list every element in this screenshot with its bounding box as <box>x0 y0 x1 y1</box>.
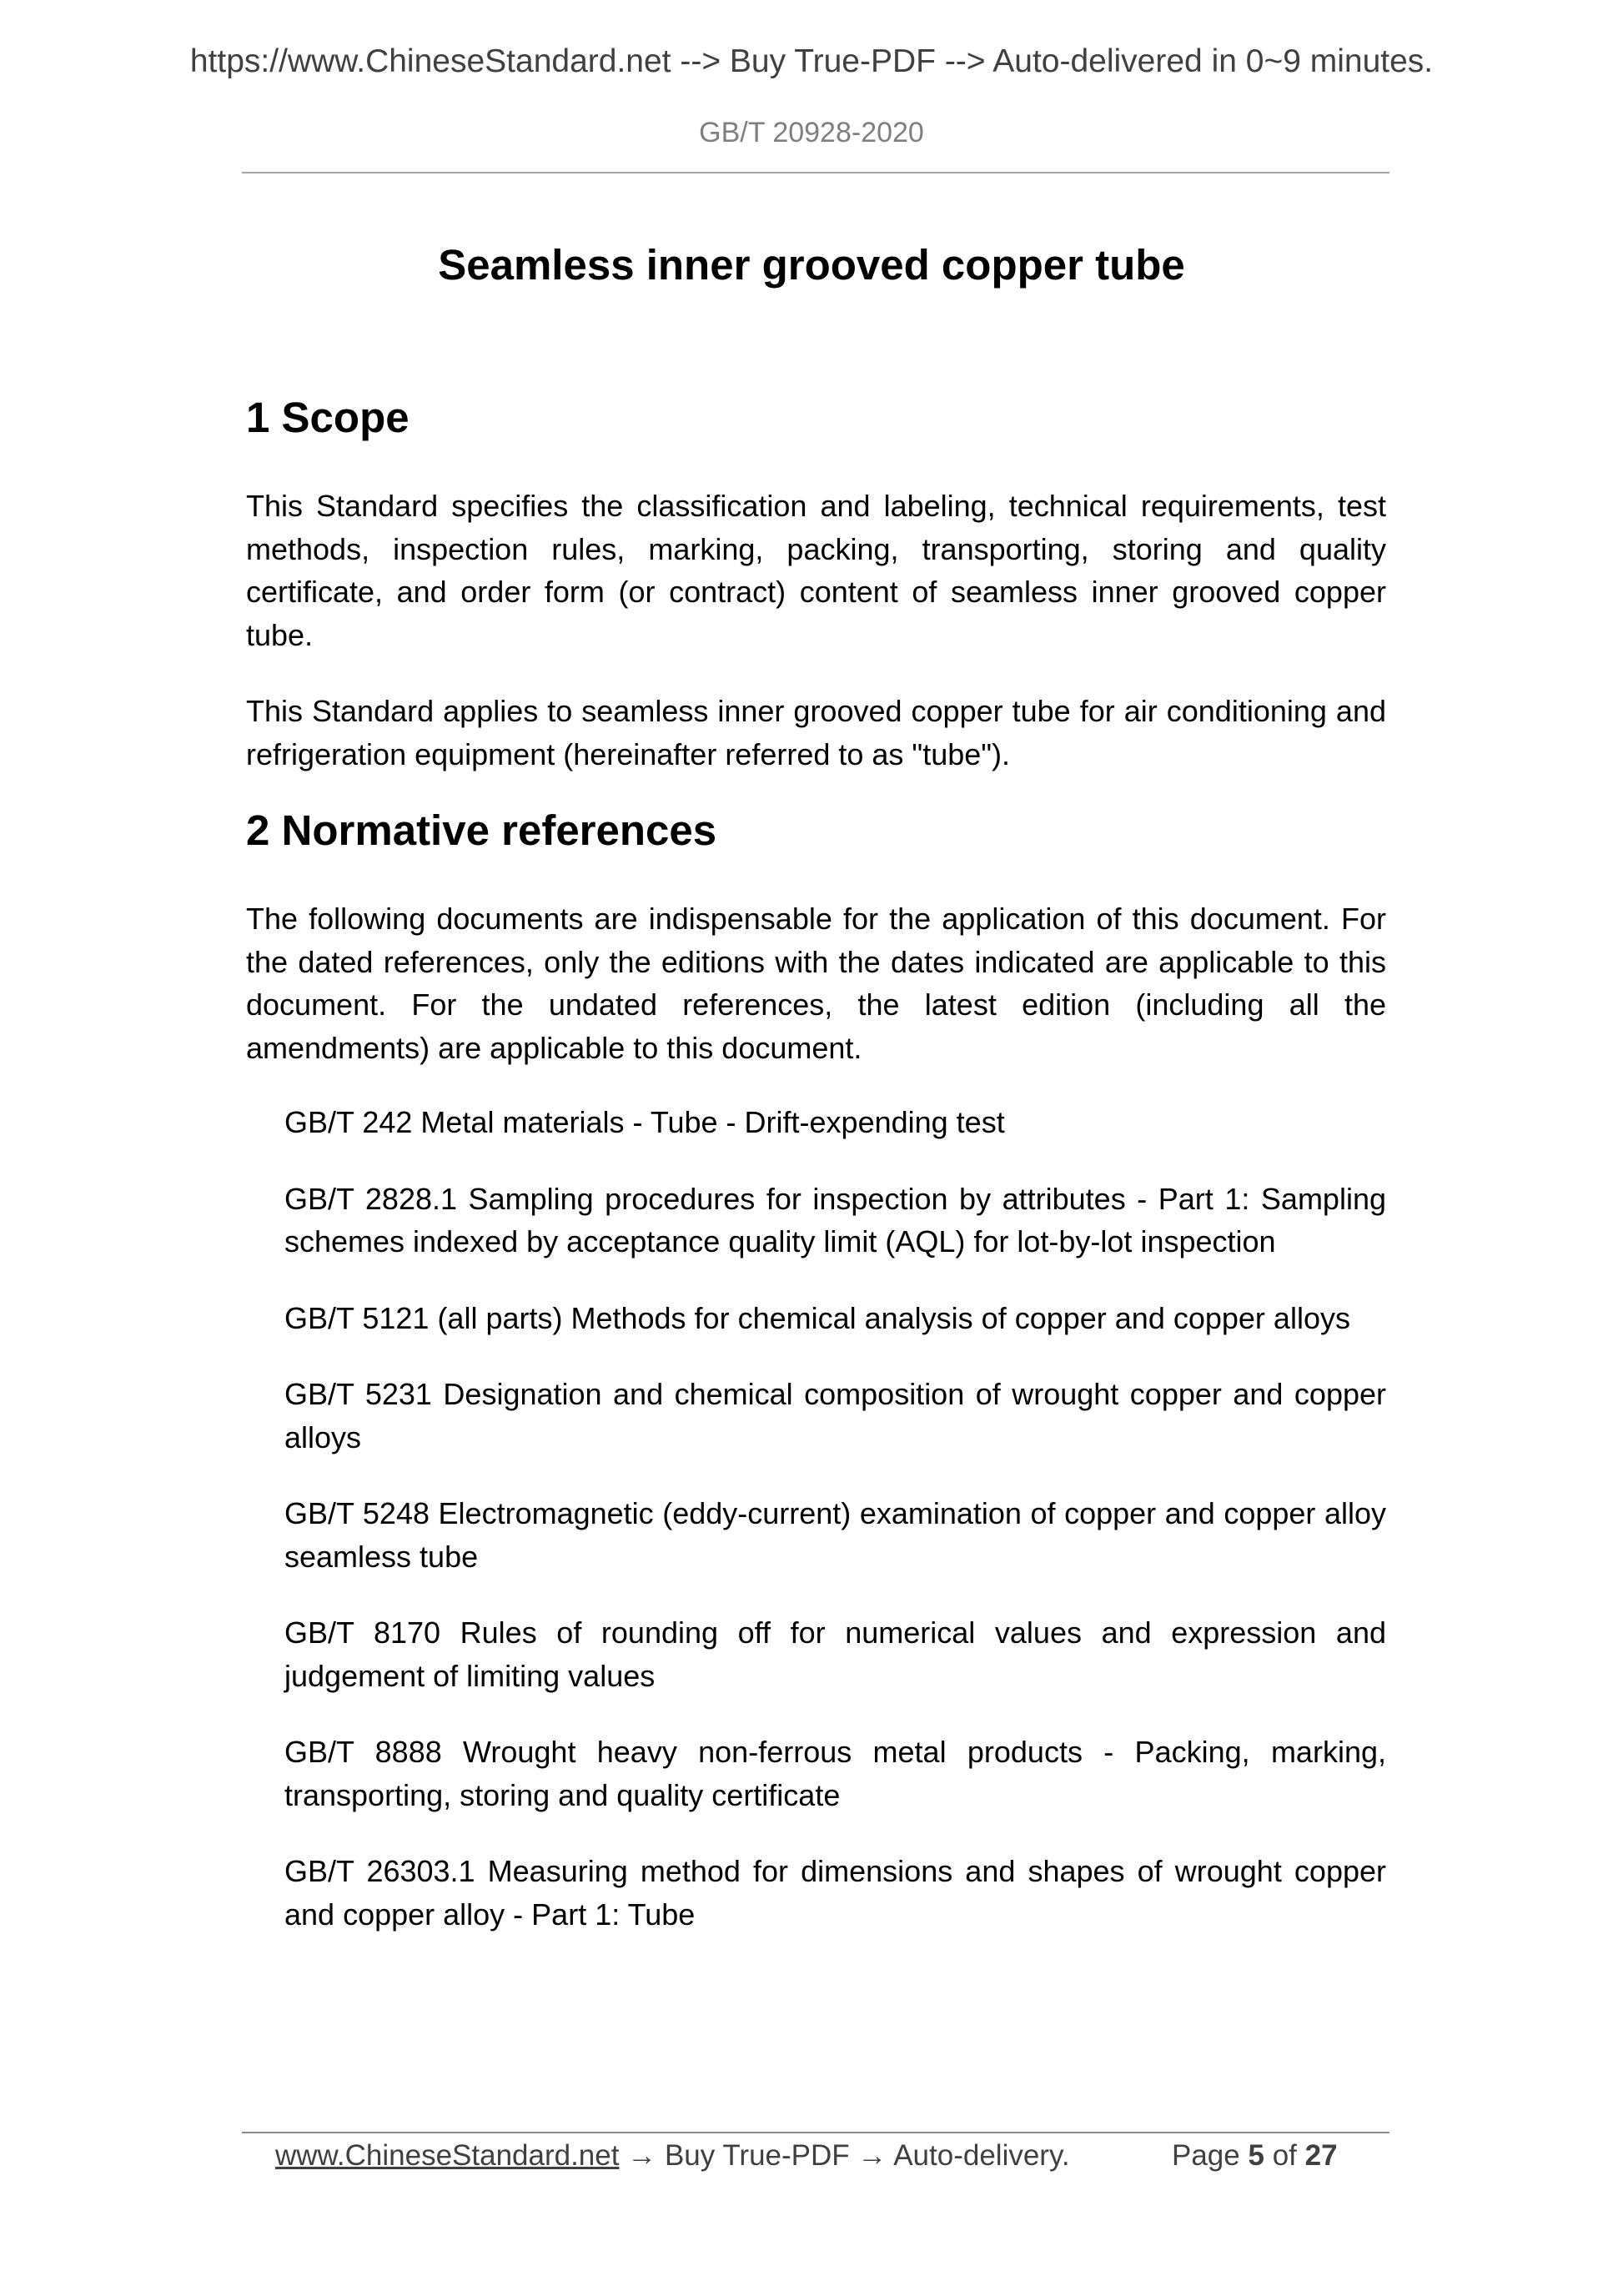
standard-code-header: GB/T 20928-2020 <box>699 117 924 148</box>
footer-divider <box>242 2132 1389 2133</box>
footer-text: Buy True-PDF <box>664 2139 850 2172</box>
page-content <box>246 388 1386 1969</box>
page-footer <box>275 2139 1359 2173</box>
footer-text: Auto-delivery. <box>893 2139 1070 2172</box>
references-intro-paragraph: The following documents are indispensable for the application of this document. For the dated references, only the editions with the dates indicated are applicable to this document. For the undated references, the latest edition (including all the amendments) are applicable to this document. <box>246 902 1386 1065</box>
top-banner: https://www.ChineseStandard.net --> Buy True-PDF --> Auto-delivered in 0~9 minutes. <box>189 43 1434 79</box>
reference-item: GB/T 26303.1 Measuring method for dimensions and shapes of wrought copper and copper alloy - Part 1: Tube <box>284 1854 1386 1932</box>
arrow-icon: → <box>627 2139 657 2172</box>
reference-item: GB/T 8170 Rules of rounding off for numerical values and expression and judgement of limiting values <box>284 1615 1386 1693</box>
scope-paragraph: This Standard specifies the classification and labeling, technical requirements, test methods, inspection rules, marking, packing, transporting, storing and quality certificate, and order form (or contract) content of seamless inner grooved copper tube. <box>246 489 1386 652</box>
page-label: Page <box>1172 2139 1240 2172</box>
reference-item: GB/T 5248 Electromagnetic (eddy-current) examination of copper and copper alloy seamless tube <box>284 1496 1386 1574</box>
header-divider <box>242 172 1389 173</box>
arrow-icon: → <box>857 2139 887 2172</box>
page-of-label: of <box>1272 2139 1297 2172</box>
footer-site-link[interactable]: www.ChineseStandard.net <box>275 2139 620 2172</box>
page-indicator <box>1172 2139 1338 2173</box>
reference-item: GB/T 2828.1 Sampling procedures for inspection by attributes - Part 1: Sampling schemes indexed by acceptance quality limit (AQL) for lot-by-lot inspection <box>284 1181 1386 1259</box>
page-number: 5 <box>1248 2139 1264 2172</box>
reference-list <box>246 1101 1386 1936</box>
reference-item: GB/T 242 Metal materials - Tube - Drift-expending test <box>284 1105 1005 1139</box>
total-pages: 27 <box>1304 2139 1338 2172</box>
reference-item: GB/T 5121 (all parts) Methods for chemical analysis of copper and copper alloys <box>284 1300 1350 1335</box>
document-title: Seamless inner grooved copper tube <box>438 241 1185 289</box>
scope-paragraph: This Standard applies to seamless inner grooved copper tube for air conditioning and refrigeration equipment (hereinafter referred to as "tube"). <box>246 694 1386 771</box>
reference-item: GB/T 8888 Wrought heavy non-ferrous metal products - Packing, marking, transporting, storing and quality certificate <box>284 1735 1386 1812</box>
section-heading-scope: 1 Scope <box>246 394 410 441</box>
reference-item: GB/T 5231 Designation and chemical composition of wrought copper and copper alloys <box>284 1377 1386 1454</box>
section-heading-normative-references: 2 Normative references <box>246 806 717 854</box>
